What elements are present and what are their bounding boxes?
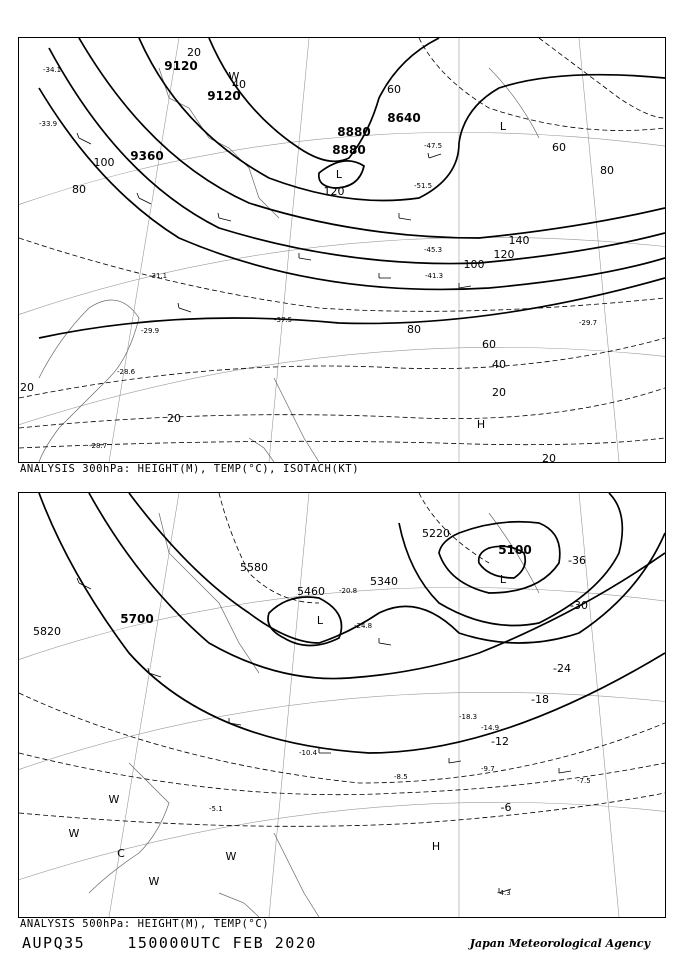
low-marker: L [316,614,324,627]
station-temp: -20.8 [339,587,358,595]
graticule-300 [19,38,665,462]
temp-label: -12 [491,735,509,748]
station-temp: -10.4 [299,749,318,757]
station-temp: -31.1 [149,272,168,280]
height-label-8640: 8640 [387,111,421,125]
temp-contours-500 [19,493,665,826]
height-label-5340: 5340 [370,575,398,588]
height-label-5100: 5100 [498,543,532,557]
chart-header [22,934,317,952]
station-temp: -7.5 [577,777,591,785]
height-label-5220: 5220 [422,527,450,540]
station-temp: -5.1 [209,805,223,813]
chart-id: AUPQ35 [22,934,86,952]
isotach-label: 120 [323,185,345,198]
station-temp: -28.7 [89,442,108,450]
isotach-label: 40 [232,78,246,91]
station-temp: -45.3 [424,246,443,254]
low-marker: L [335,168,343,181]
station-temp: -34.1 [43,66,62,74]
height-label-5820: 5820 [33,625,61,638]
map-panel-500hpa [18,492,666,918]
isotach-label: 80 [600,164,614,177]
temp-label: -6 [500,801,512,814]
station-temp: -9.7 [481,765,495,773]
map-panel-300hpa [18,37,666,463]
station-temp: -24.8 [354,622,373,630]
station-temp: -29.9 [141,327,160,335]
isotach-label: 120 [493,248,515,261]
station-temp: -14.9 [481,724,500,732]
isotach-label: 20 [492,386,506,399]
high-marker: H [431,840,441,853]
map-300hpa-graphic [19,38,665,462]
warm-marker: W [228,70,240,83]
height-label-8880b: 8880 [332,143,366,157]
station-temp: -47.5 [424,142,443,150]
temp-label: -36 [568,554,586,567]
station-temp: -37.5 [274,316,293,324]
station-temp: -41.3 [425,272,444,280]
temp-label: -24 [553,662,571,675]
low-marker: L [499,120,507,133]
isotach-label: 20 [542,452,556,462]
warm-marker: W [148,875,160,888]
height-contours-300 [39,38,665,338]
map-500hpa-graphic [19,493,665,917]
station-temp: -51.5 [414,182,433,190]
temp-label: -30 [570,599,588,612]
warm-marker: W [108,793,120,806]
isotach-contours-300 [19,38,665,448]
station-temp: -4.3 [497,889,511,897]
valid-time: 150000UTC FEB 2020 [127,934,317,952]
isotach-label: 80 [72,183,86,196]
station-temp: -28.6 [117,368,136,376]
station-temp: -29.7 [579,319,598,327]
isotach-label: 60 [387,83,401,96]
warm-marker: W [68,827,80,840]
isotach-label: 40 [492,358,506,371]
height-label-9120a: 9120 [164,59,198,73]
height-label-5460: 5460 [297,585,325,598]
height-label-5700: 5700 [120,612,154,626]
agency-name: Japan Meteorological Agency [469,937,650,950]
caption-300hpa: ANALYSIS 300hPa: HEIGHT(M), TEMP(°C), ISOTACH(KT) [20,463,360,475]
station-temp: -18.3 [459,713,478,721]
height-label-9360: 9360 [130,149,164,163]
isotach-label: 20 [20,381,34,394]
isotach-label: 100 [93,156,115,169]
isotach-label: 100 [463,258,485,271]
cold-marker: C [117,847,125,860]
low-marker: L [499,573,507,586]
height-label-9120b: 9120 [207,89,241,103]
height-label-5580: 5580 [240,561,268,574]
temp-label: -18 [531,693,549,706]
isotach-label: 140 [508,234,530,247]
station-temp: -33.9 [39,120,58,128]
high-marker: H [476,418,486,431]
isotach-label: 20 [167,412,181,425]
height-label-8880a: 8880 [337,125,371,139]
isotach-label: 60 [552,141,566,154]
station-temp: -8.5 [394,773,408,781]
warm-marker: W [225,850,237,863]
caption-500hpa: ANALYSIS 500hPa: HEIGHT(M), TEMP(°C) [20,918,270,930]
isotach-label: 20 [187,46,201,59]
isotach-label: 60 [482,338,496,351]
isotach-label: 80 [407,323,421,336]
